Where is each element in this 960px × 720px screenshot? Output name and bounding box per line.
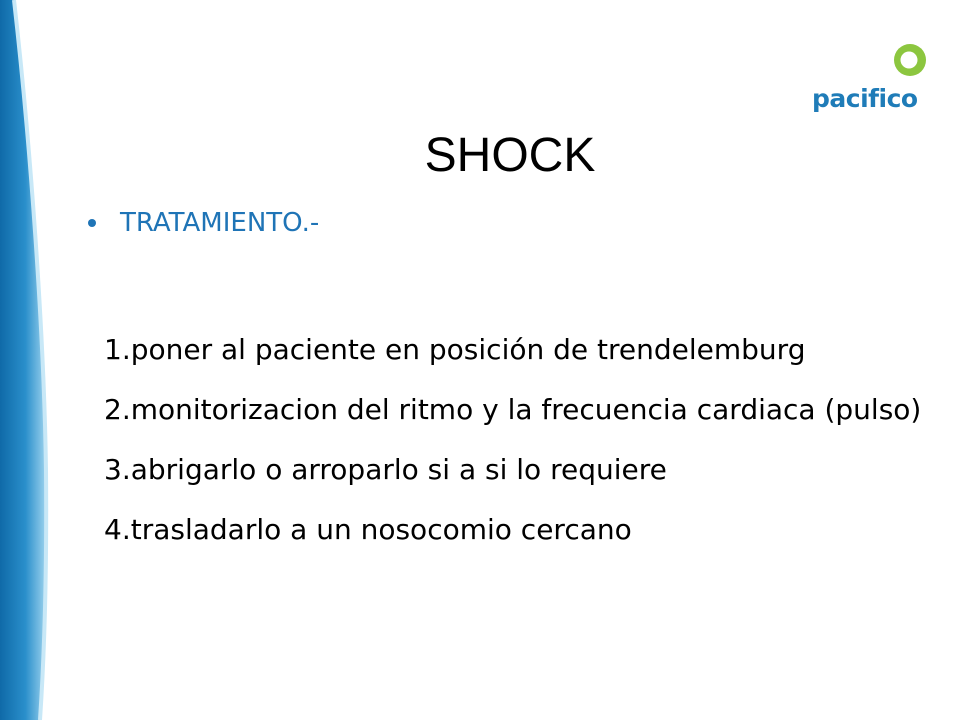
slide-title: SHOCK bbox=[424, 129, 596, 182]
pacifico-logo bbox=[812, 38, 932, 118]
bullet-dot-icon bbox=[88, 219, 96, 227]
list-item: 1.poner al paciente en posición de trendelemburg bbox=[104, 333, 806, 366]
list-item: 4.trasladarlo a un nosocomio cercano bbox=[104, 513, 632, 546]
side-decorative-band bbox=[0, 0, 60, 720]
logo-text: pacifico bbox=[812, 84, 918, 113]
list-item: 3.abrigarlo o arroparlo si a si lo requiere bbox=[104, 453, 667, 486]
list-item: 2.monitorizacion del ritmo y la frecuencia cardiaca (pulso) bbox=[104, 393, 922, 426]
logo-swirl-icon bbox=[892, 42, 928, 78]
bullet-heading-text: TRATAMIENTO.- bbox=[120, 208, 320, 238]
treatment-list bbox=[104, 330, 924, 550]
